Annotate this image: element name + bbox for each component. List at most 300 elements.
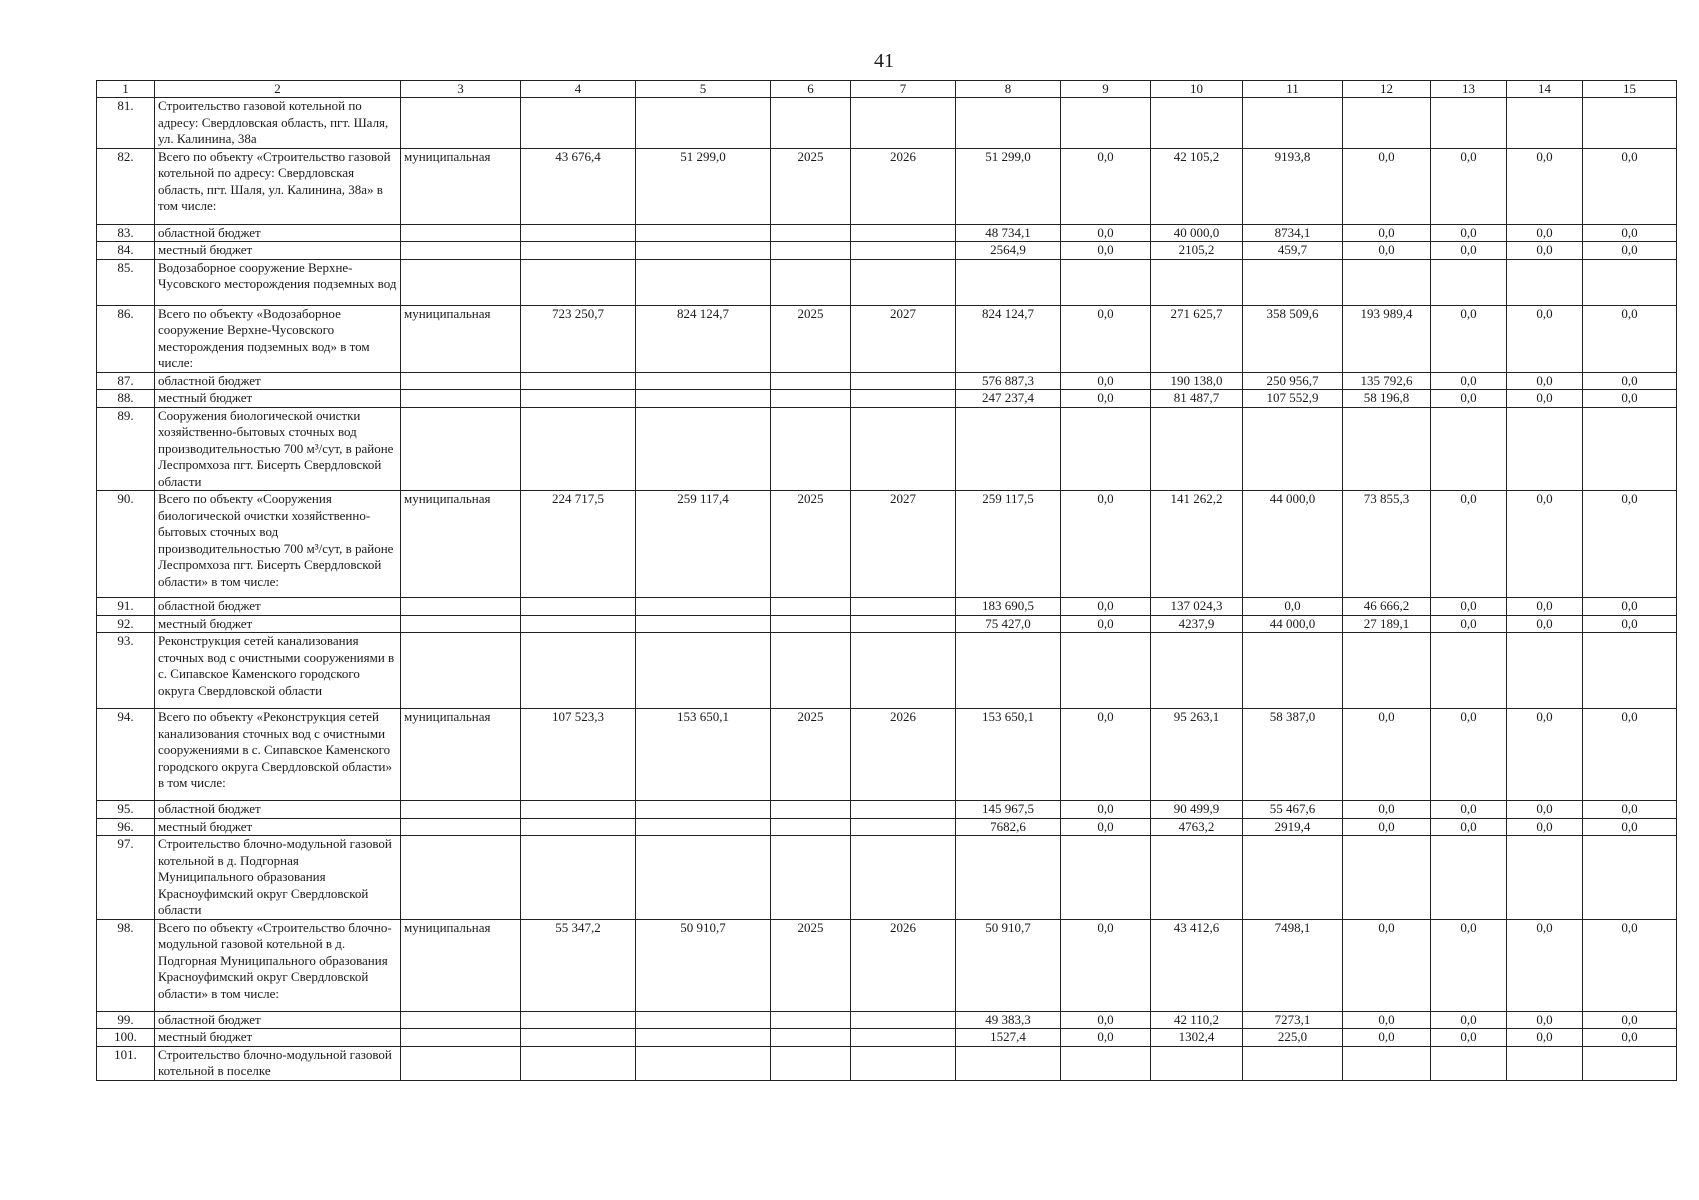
table-cell — [636, 390, 771, 408]
table-cell — [636, 1046, 771, 1080]
table-cell: 723 250,7 — [521, 305, 636, 372]
table-cell: 0,0 — [1507, 148, 1583, 224]
table-cell — [1061, 407, 1151, 491]
table-cell: 0,0 — [1507, 919, 1583, 1011]
table-cell: 0,0 — [1431, 598, 1507, 616]
row-number: 89. — [97, 407, 155, 491]
table-cell: 43 412,6 — [1151, 919, 1243, 1011]
table-cell — [636, 242, 771, 260]
column-header: 10 — [1151, 81, 1243, 98]
table-cell — [521, 615, 636, 633]
table-cell — [1583, 1046, 1677, 1080]
column-header: 13 — [1431, 81, 1507, 98]
table-cell: 0,0 — [1061, 305, 1151, 372]
column-header: 12 — [1343, 81, 1431, 98]
table-cell: 75 427,0 — [956, 615, 1061, 633]
table-cell — [851, 1029, 956, 1047]
table-cell: 43 676,4 — [521, 148, 636, 224]
table-cell — [1431, 407, 1507, 491]
table-row — [97, 709, 1677, 801]
table-cell: 4237,9 — [1151, 615, 1243, 633]
table-cell: 0,0 — [1507, 372, 1583, 390]
table-cell: 0,0 — [1061, 390, 1151, 408]
table-cell — [1343, 407, 1431, 491]
table-cell — [636, 633, 771, 709]
table-cell — [1061, 1046, 1151, 1080]
table-cell — [1061, 98, 1151, 149]
row-number: 99. — [97, 1011, 155, 1029]
row-description: Всего по объекту «Водозаборное сооружение Верхне-Чусовского месторождения подземных вод» в том числе: — [155, 305, 401, 372]
table-cell: 44 000,0 — [1243, 615, 1343, 633]
row-number: 82. — [97, 148, 155, 224]
table-cell: 4763,2 — [1151, 818, 1243, 836]
table-cell: 0,0 — [1061, 1011, 1151, 1029]
table-cell — [771, 259, 851, 305]
table-cell: 0,0 — [1431, 919, 1507, 1011]
row-number: 86. — [97, 305, 155, 372]
column-header: 11 — [1243, 81, 1343, 98]
table-cell — [771, 372, 851, 390]
table-cell: 459,7 — [1243, 242, 1343, 260]
table-cell: 0,0 — [1431, 148, 1507, 224]
table-cell — [1151, 633, 1243, 709]
table-cell — [771, 224, 851, 242]
row-description: областной бюджет — [155, 372, 401, 390]
table-cell — [771, 98, 851, 149]
table-cell: 0,0 — [1583, 372, 1677, 390]
table-cell: 0,0 — [1583, 615, 1677, 633]
table-cell: 0,0 — [1431, 224, 1507, 242]
table-cell: 51 299,0 — [956, 148, 1061, 224]
table-cell — [521, 390, 636, 408]
table-cell — [1243, 1046, 1343, 1080]
table-cell — [636, 407, 771, 491]
table-cell: 0,0 — [1061, 615, 1151, 633]
table-cell: 0,0 — [1583, 491, 1677, 598]
table-cell — [1343, 836, 1431, 920]
table-cell — [636, 801, 771, 819]
table-cell: 0,0 — [1061, 598, 1151, 616]
table-cell — [401, 598, 521, 616]
table-cell: 1527,4 — [956, 1029, 1061, 1047]
table-cell: 193 989,4 — [1343, 305, 1431, 372]
table-cell — [851, 372, 956, 390]
table-cell: муниципальная — [401, 491, 521, 598]
table-cell: 0,0 — [1061, 242, 1151, 260]
table-cell: 0,0 — [1343, 224, 1431, 242]
table-cell: 225,0 — [1243, 1029, 1343, 1047]
table-cell: 0,0 — [1431, 242, 1507, 260]
table-cell: 7498,1 — [1243, 919, 1343, 1011]
column-header: 1 — [97, 81, 155, 98]
table-cell: 1302,4 — [1151, 1029, 1243, 1047]
table-cell — [521, 1046, 636, 1080]
table-body — [97, 81, 1677, 1081]
table-cell — [851, 598, 956, 616]
table-cell: 153 650,1 — [956, 709, 1061, 801]
table-cell: 0,0 — [1507, 242, 1583, 260]
table-cell: 0,0 — [1343, 919, 1431, 1011]
table-row — [97, 836, 1677, 920]
table-cell — [956, 836, 1061, 920]
table-cell: 48 734,1 — [956, 224, 1061, 242]
table-cell — [771, 615, 851, 633]
table-cell: 259 117,4 — [636, 491, 771, 598]
table-cell — [1243, 98, 1343, 149]
table-cell: 0,0 — [1583, 801, 1677, 819]
table-cell — [956, 1046, 1061, 1080]
row-description: Реконструкция сетей канализования сточных вод с очистными сооружениями в с. Сипавское Каменского городского округа Свердловской области — [155, 633, 401, 709]
table-row — [97, 259, 1677, 305]
row-description: местный бюджет — [155, 1029, 401, 1047]
table-cell — [1151, 259, 1243, 305]
table-cell: 2919,4 — [1243, 818, 1343, 836]
table-cell — [636, 836, 771, 920]
table-cell — [636, 1029, 771, 1047]
row-number: 85. — [97, 259, 155, 305]
table-cell — [1507, 836, 1583, 920]
table-cell: 0,0 — [1507, 818, 1583, 836]
table-cell: 0,0 — [1583, 390, 1677, 408]
row-description: Строительство блочно-модульной газовой котельной в д. Подгорная Муниципального образования Красноуфимский округ Свердловской области — [155, 836, 401, 920]
table-cell: 2025 — [771, 491, 851, 598]
table-cell — [1243, 836, 1343, 920]
row-number: 98. — [97, 919, 155, 1011]
table-cell — [521, 818, 636, 836]
table-cell: 2026 — [851, 709, 956, 801]
table-cell: 271 625,7 — [1151, 305, 1243, 372]
table-cell: 58 387,0 — [1243, 709, 1343, 801]
table-cell — [401, 615, 521, 633]
table-cell — [636, 98, 771, 149]
table-cell: 576 887,3 — [956, 372, 1061, 390]
table-cell — [771, 390, 851, 408]
column-header: 3 — [401, 81, 521, 98]
row-description: областной бюджет — [155, 801, 401, 819]
table-cell — [521, 98, 636, 149]
table-cell: 107 523,3 — [521, 709, 636, 801]
table-cell — [851, 836, 956, 920]
table-cell: 0,0 — [1507, 709, 1583, 801]
table-cell — [521, 407, 636, 491]
table-cell: 137 024,3 — [1151, 598, 1243, 616]
table-cell: 2025 — [771, 709, 851, 801]
table-row — [97, 818, 1677, 836]
table-cell: 141 262,2 — [1151, 491, 1243, 598]
table-row — [97, 1011, 1677, 1029]
table-cell: 0,0 — [1431, 1029, 1507, 1047]
table-cell: 2026 — [851, 919, 956, 1011]
table-row — [97, 1046, 1677, 1080]
table-cell: 0,0 — [1061, 709, 1151, 801]
table-cell: 247 237,4 — [956, 390, 1061, 408]
table-cell — [1583, 259, 1677, 305]
table-cell — [1431, 836, 1507, 920]
table-row — [97, 98, 1677, 149]
table-cell: 153 650,1 — [636, 709, 771, 801]
table-cell: 824 124,7 — [636, 305, 771, 372]
table-cell — [521, 1029, 636, 1047]
row-number: 90. — [97, 491, 155, 598]
table-cell: 0,0 — [1583, 305, 1677, 372]
table-cell — [401, 1011, 521, 1029]
table-cell — [521, 801, 636, 819]
row-description: Всего по объекту «Строительство блочно-модульной газовой котельной в д. Подгорная Муниципального образования Красноуфимский округ Свердловской области» в том числе: — [155, 919, 401, 1011]
table-cell — [1061, 633, 1151, 709]
table-row — [97, 390, 1677, 408]
table-cell — [1151, 407, 1243, 491]
table-cell — [636, 259, 771, 305]
table-cell — [1431, 98, 1507, 149]
table-cell: 0,0 — [1507, 598, 1583, 616]
table-cell — [771, 1011, 851, 1029]
row-number: 88. — [97, 390, 155, 408]
table-cell: 2025 — [771, 305, 851, 372]
table-cell — [851, 1011, 956, 1029]
table-row — [97, 598, 1677, 616]
table-row — [97, 305, 1677, 372]
table-cell: 183 690,5 — [956, 598, 1061, 616]
table-cell — [771, 836, 851, 920]
row-description: областной бюджет — [155, 1011, 401, 1029]
table-cell — [1431, 633, 1507, 709]
table-row — [97, 242, 1677, 260]
table-row — [97, 491, 1677, 598]
table-cell: 224 717,5 — [521, 491, 636, 598]
table-cell — [1061, 836, 1151, 920]
table-cell — [851, 633, 956, 709]
table-cell: 135 792,6 — [1343, 372, 1431, 390]
table-cell: 0,0 — [1507, 1029, 1583, 1047]
table-cell: 50 910,7 — [636, 919, 771, 1011]
column-header: 6 — [771, 81, 851, 98]
table-cell: 0,0 — [1507, 491, 1583, 598]
row-number: 83. — [97, 224, 155, 242]
table-cell: муниципальная — [401, 919, 521, 1011]
table-cell: 0,0 — [1431, 801, 1507, 819]
table-cell: 27 189,1 — [1343, 615, 1431, 633]
row-description: местный бюджет — [155, 615, 401, 633]
table-cell: 51 299,0 — [636, 148, 771, 224]
row-number: 96. — [97, 818, 155, 836]
table-cell — [1343, 1046, 1431, 1080]
table-cell: 2105,2 — [1151, 242, 1243, 260]
table-cell — [521, 372, 636, 390]
table-cell: 0,0 — [1583, 148, 1677, 224]
table-cell — [1431, 259, 1507, 305]
table-cell — [851, 224, 956, 242]
table-cell — [1507, 633, 1583, 709]
row-number: 92. — [97, 615, 155, 633]
table-cell: 145 967,5 — [956, 801, 1061, 819]
row-description: Водозаборное сооружение Верхне-Чусовского месторождения подземных вод — [155, 259, 401, 305]
table-cell — [401, 801, 521, 819]
row-description: Всего по объекту «Реконструкция сетей канализования сточных вод с очистными сооружениями в с. Сипавское Каменского городского округа Свердловской области» в том числе: — [155, 709, 401, 801]
row-number: 100. — [97, 1029, 155, 1047]
column-header: 9 — [1061, 81, 1151, 98]
row-number: 91. — [97, 598, 155, 616]
row-number: 87. — [97, 372, 155, 390]
table-cell: 0,0 — [1583, 242, 1677, 260]
table-cell: 55 467,6 — [1243, 801, 1343, 819]
table-cell — [521, 598, 636, 616]
table-cell: 42 110,2 — [1151, 1011, 1243, 1029]
row-number: 97. — [97, 836, 155, 920]
table-cell — [956, 633, 1061, 709]
table-cell — [636, 818, 771, 836]
row-description: местный бюджет — [155, 242, 401, 260]
row-description: Строительство газовой котельной по адресу: Свердловская область, пгт. Шаля, ул. Калинина, 38а — [155, 98, 401, 149]
table-cell: 44 000,0 — [1243, 491, 1343, 598]
header-row — [97, 81, 1677, 98]
table-cell — [851, 98, 956, 149]
table-cell — [636, 224, 771, 242]
table-cell — [1507, 259, 1583, 305]
table-cell: 824 124,7 — [956, 305, 1061, 372]
table-cell: 0,0 — [1061, 372, 1151, 390]
table-cell — [1343, 259, 1431, 305]
table-cell: 7682,6 — [956, 818, 1061, 836]
table-row — [97, 633, 1677, 709]
table-cell: 0,0 — [1431, 491, 1507, 598]
table-cell: 0,0 — [1583, 919, 1677, 1011]
table-cell — [956, 98, 1061, 149]
table-cell — [521, 633, 636, 709]
column-header: 4 — [521, 81, 636, 98]
table-cell — [521, 259, 636, 305]
table-cell — [956, 407, 1061, 491]
table-cell: 0,0 — [1431, 709, 1507, 801]
row-description: Всего по объекту «Сооружения биологической очистки хозяйственно-бытовых сточных вод производительностью 700 м³/сут, в районе Леспромхоза пгт. Бисерть Свердловской области» в том числе: — [155, 491, 401, 598]
table-cell: 40 000,0 — [1151, 224, 1243, 242]
table-cell — [401, 372, 521, 390]
table-cell: 358 509,6 — [1243, 305, 1343, 372]
table-cell: 81 487,7 — [1151, 390, 1243, 408]
table-cell — [1243, 407, 1343, 491]
table-row — [97, 407, 1677, 491]
table-cell — [1583, 836, 1677, 920]
table-cell — [401, 836, 521, 920]
table-row — [97, 801, 1677, 819]
row-description: Всего по объекту «Строительство газовой котельной по адресу: Свердловская область, пгт. Шаля, ул. Калинина, 38а» в том числе: — [155, 148, 401, 224]
table-cell: 0,0 — [1343, 801, 1431, 819]
table-cell — [401, 407, 521, 491]
table-cell — [771, 1029, 851, 1047]
table-cell: 2027 — [851, 305, 956, 372]
table-cell: 0,0 — [1507, 305, 1583, 372]
row-description: Строительство блочно-модульной газовой котельной в поселке — [155, 1046, 401, 1080]
row-description: Сооружения биологической очистки хозяйственно-бытовых сточных вод производительностью 700 м³/сут, в районе Леспромхоза пгт. Бисерть Свердловской области — [155, 407, 401, 491]
table-cell — [1343, 98, 1431, 149]
table-cell: 0,0 — [1061, 801, 1151, 819]
table-cell — [401, 98, 521, 149]
table-cell — [1151, 98, 1243, 149]
row-description: местный бюджет — [155, 818, 401, 836]
table-cell — [851, 615, 956, 633]
table-cell: 95 263,1 — [1151, 709, 1243, 801]
table-cell: 58 196,8 — [1343, 390, 1431, 408]
table-cell — [851, 407, 956, 491]
table-cell: 0,0 — [1507, 1011, 1583, 1029]
table-cell: 9193,8 — [1243, 148, 1343, 224]
row-description: местный бюджет — [155, 390, 401, 408]
table-cell — [401, 1029, 521, 1047]
table-cell — [771, 633, 851, 709]
row-number: 84. — [97, 242, 155, 260]
table-cell: 0,0 — [1583, 1029, 1677, 1047]
table-cell — [956, 259, 1061, 305]
table-cell — [1151, 836, 1243, 920]
table-cell — [401, 242, 521, 260]
table-cell — [401, 818, 521, 836]
table-cell — [771, 598, 851, 616]
column-header: 7 — [851, 81, 956, 98]
column-header: 8 — [956, 81, 1061, 98]
column-header: 15 — [1583, 81, 1677, 98]
table-cell: 107 552,9 — [1243, 390, 1343, 408]
table-cell: 0,0 — [1243, 598, 1343, 616]
table-cell: 0,0 — [1431, 615, 1507, 633]
table-cell — [771, 1046, 851, 1080]
table-cell: 0,0 — [1061, 818, 1151, 836]
table-cell — [1061, 259, 1151, 305]
table-cell: 0,0 — [1431, 1011, 1507, 1029]
table-cell — [401, 390, 521, 408]
table-cell — [636, 598, 771, 616]
table-cell: 0,0 — [1507, 224, 1583, 242]
row-description: областной бюджет — [155, 224, 401, 242]
table-cell: 0,0 — [1431, 390, 1507, 408]
table-cell — [1507, 98, 1583, 149]
table-cell — [851, 242, 956, 260]
table-cell: муниципальная — [401, 709, 521, 801]
table-cell: 0,0 — [1507, 615, 1583, 633]
table-cell — [771, 818, 851, 836]
table-cell — [851, 390, 956, 408]
data-table — [96, 80, 1677, 1081]
table-cell: 0,0 — [1061, 919, 1151, 1011]
table-cell — [851, 1046, 956, 1080]
table-cell: 55 347,2 — [521, 919, 636, 1011]
table-cell: 0,0 — [1061, 224, 1151, 242]
table-cell — [1151, 1046, 1243, 1080]
table-cell: 0,0 — [1583, 224, 1677, 242]
table-cell: 0,0 — [1583, 818, 1677, 836]
row-number: 81. — [97, 98, 155, 149]
table-cell: 0,0 — [1431, 818, 1507, 836]
table-cell — [401, 224, 521, 242]
table-cell — [1583, 98, 1677, 149]
table-cell — [851, 801, 956, 819]
table-cell: 0,0 — [1343, 709, 1431, 801]
table-cell: 49 383,3 — [956, 1011, 1061, 1029]
row-number: 93. — [97, 633, 155, 709]
column-header: 14 — [1507, 81, 1583, 98]
table-cell: 2025 — [771, 148, 851, 224]
table-cell: 0,0 — [1583, 598, 1677, 616]
table-cell: 0,0 — [1343, 1029, 1431, 1047]
table-cell: 0,0 — [1507, 801, 1583, 819]
table-cell: 0,0 — [1583, 709, 1677, 801]
row-number: 94. — [97, 709, 155, 801]
table-cell — [401, 633, 521, 709]
table-cell: 190 138,0 — [1151, 372, 1243, 390]
table-row — [97, 224, 1677, 242]
table-cell: 8734,1 — [1243, 224, 1343, 242]
column-header: 5 — [636, 81, 771, 98]
table-cell — [771, 242, 851, 260]
table-cell — [1583, 407, 1677, 491]
